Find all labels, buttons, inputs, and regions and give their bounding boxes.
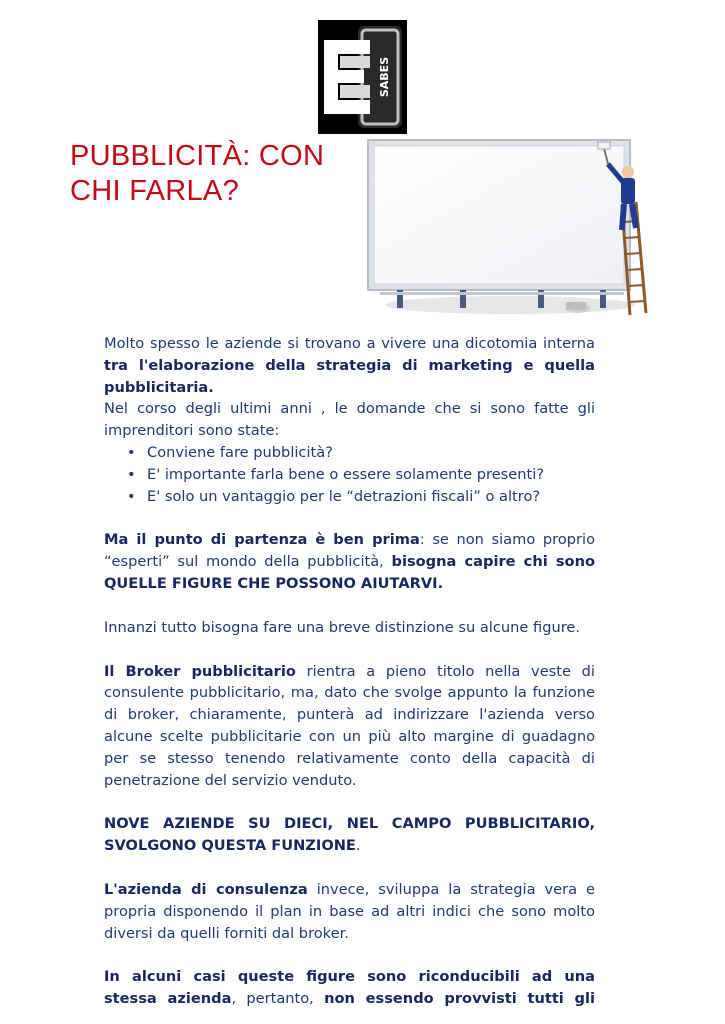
title-line-1: PUBBLICITÀ: CON (70, 140, 325, 172)
starting-point-bold: Ma il punto di partenza è ben prima (104, 531, 420, 549)
starting-point-bold-2: bisogna capire chi sono QUELLE FIGURE CHE POSSONO AIUTARVI. (104, 553, 595, 592)
questions-list (104, 442, 595, 507)
broker-bold: Il Broker pubblicitario (104, 662, 296, 680)
paragraph-starting-point (104, 529, 595, 594)
intro-text: Molto spesso le aziende si trovano a vivere una dicotomia interna (104, 335, 595, 352)
intro-bold: tra l'elaborazione della strategia di marketing e quella pubblicitaria. (104, 356, 595, 396)
sabes-logo (318, 20, 407, 134)
page-title (70, 139, 370, 209)
paragraph-intro (104, 333, 595, 398)
consulting-bold: L'azienda di consulenza (104, 880, 308, 898)
list-item: • E' importante farla bene o essere solamente presenti? (104, 464, 595, 486)
same-company-text: , pertanto, (231, 990, 325, 1008)
broker-text: rientra a pieno titolo nella veste di consulente pubblicitario, ma, dato che svolge appunto la funzione di broker, chiaramente, punterà ad indirizzare l'azienda verso alcune scelte pubblicitarie con un più alto margine di guadagno per se stesso tenendo relativamente conto della capacità di penetrazione del servizio venduto. (104, 662, 595, 789)
article-body (104, 333, 595, 1010)
logo-side-text: SABES (378, 56, 391, 98)
title-line-2: CHI FARLA? (70, 175, 239, 207)
nine-out-of-ten-bold: NOVE AZIENDE SU DIECI, NEL CAMPO PUBBLICITARIO, SVOLGONO QUESTA FUNZIONE (104, 815, 595, 855)
billboard-illustration (360, 130, 660, 330)
paragraph-same-company (104, 966, 595, 1010)
paragraph-consulting (104, 879, 595, 944)
paragraph-questions-intro: Nel corso degli ultimi anni , le domande che si sono fatte gli imprenditori sono state: (104, 400, 595, 440)
list-item: • Conviene fare pubblicità? (104, 442, 595, 464)
paragraph-distinction: Innanzi tutto bisogna fare una breve distinzione su alcune figure. (104, 618, 580, 636)
consulting-text: invece, sviluppa la strategia vera e propria disponendo il plan in base ad altri indici che sono molto diversi da quelli forniti dal broker. (104, 880, 595, 942)
list-item: • E' solo un vantaggio per le “detrazioni fiscali” o altro? (104, 486, 595, 508)
same-company-bold: In alcuni casi queste figure sono riconducibili ad una stessa azienda (104, 968, 595, 1008)
same-company-bold-2: non essendo provvisti tutti gli (324, 990, 595, 1008)
paragraph-nine-out-of-ten (104, 813, 595, 857)
starting-point-text: : se non siamo proprio “esperti” sul mondo della pubblicità, (104, 531, 595, 571)
paragraph-broker (104, 661, 595, 792)
nine-out-of-ten-period: . (355, 837, 361, 855)
